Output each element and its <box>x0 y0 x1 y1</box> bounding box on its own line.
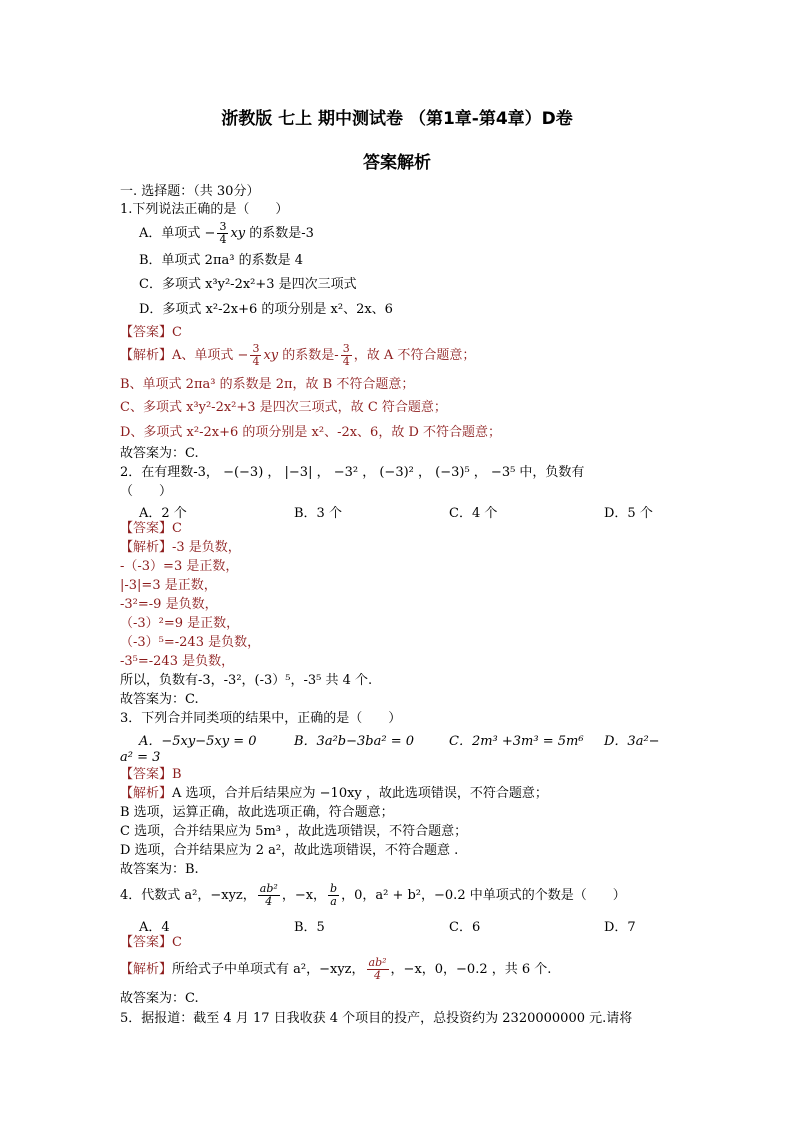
q2-analysis-5: （-3）²=9 是正数， <box>120 616 240 631</box>
q2-answer: 【答案】C <box>120 521 182 536</box>
q2-choice-c: C．4 个 <box>449 506 498 521</box>
section-heading: 一. 选择题：（共 30分） <box>120 184 260 199</box>
document-subtitle: 答案解析 <box>363 153 431 173</box>
q3-stem: 3．下列合并同类项的结果中，正确的是（ ） <box>120 711 402 726</box>
q3-choice-b: B．3a²b−3ba² = 0 <box>294 734 414 749</box>
q2-stem: 2．在有理数-3， −(−3) ， |−3| ， −3² ， (−3)² ， (−3)⁵ ， −3⁵ 中，负数有 <box>120 465 585 480</box>
q3-analysis-1: 【解析】A 选项，合并后结果应为 −10xy ，故此选项错误，不符合题意； <box>120 786 548 801</box>
q2-choice-a: A．2 个 <box>139 506 187 521</box>
q1-analysis-3: C、多项式 x³y²-2x²+3 是四次三项式，故 C 符合题意； <box>120 400 447 415</box>
q3-choice-d: D．3a²− <box>604 734 660 749</box>
q4-choice-d: D．7 <box>604 920 636 935</box>
q3-answer: 【答案】B <box>120 767 182 782</box>
q1-option-c: C．多项式 x³y²-2x²+3 是四次三项式 <box>139 277 357 292</box>
q2-choice-d: D．5 个 <box>604 506 653 521</box>
q2-choice-b: B．3 个 <box>294 506 342 521</box>
q2-analysis-3: |-3|=3 是正数， <box>120 578 217 593</box>
q2-stem-bracket: （ ） <box>120 484 173 499</box>
q4-choice-a: A．4 <box>139 920 170 935</box>
document-title: 浙教版 七上 期中测试卷 （第1章-第4章）D卷 <box>221 109 573 129</box>
q1-option-b: B．单项式 2πa³ 的系数是 4 <box>139 253 303 268</box>
q1-analysis-1: 【解析】A、单项式 − $\frac{3}{4}$ xy 的系数是- $\frac{3}{4}$ ，故 A 不符合题意； <box>120 342 476 368</box>
q3-analysis-2: B 选项，运算正确，故此选项正确，符合题意； <box>120 805 394 820</box>
q1-option-d: D．多项式 x²-2x+6 的项分别是 x²、2x、6 <box>139 302 393 317</box>
q3-choice-a: A．−5xy−5xy = 0 <box>139 734 257 749</box>
q3-choice-d-cont: a² = 3 <box>120 750 161 765</box>
q1-conclusion: 故答案为：C. <box>120 446 199 461</box>
q1-stem: 1.下列说法正确的是（ ） <box>120 202 289 217</box>
q3-analysis-4: D 选项，合并结果应为 2 a²，故此选项错误，不符合题意 . <box>120 843 459 858</box>
q2-analysis-7: -3⁵=-243 是负数， <box>120 654 235 669</box>
q4-answer: 【答案】C <box>120 935 182 950</box>
q3-analysis-3: C 选项，合并结果应为 5m³ ，故此选项错误，不符合题意； <box>120 824 468 839</box>
q3-conclusion: 故答案为：B. <box>120 862 199 877</box>
q2-analysis-8: 所以，负数有-3，-3²，(-3）⁵，-3⁵ 共 4 个. <box>120 673 373 688</box>
q2-analysis-6: （-3）⁵=-243 是负数， <box>120 635 261 650</box>
q4-choice-c: C．6 <box>449 920 481 935</box>
q2-analysis-4: -3²=-9 是负数， <box>120 597 218 612</box>
q2-conclusion: 故答案为：C. <box>120 692 199 707</box>
q4-conclusion: 故答案为：C. <box>120 991 199 1006</box>
q4-analysis: 【解析】所给式子中单项式有 a²，−xyz， $\frac{\text{ab²}}{4}$ ，−x，0，−0.2 ，共 6 个. <box>120 956 552 982</box>
q5-stem: 5．据报道：截至 4 月 17 日我收获 4 个项目的投产，总投资约为 2320000000 元.请将 <box>120 1011 633 1026</box>
q2-analysis-2: -（-3）=3 是正数， <box>120 559 239 574</box>
q4-choice-b: B．5 <box>294 920 325 935</box>
q3-choice-c: C．2m³ +3m³ = 5m⁶ <box>449 734 584 749</box>
q4-stem: 4．代数式 a²，−xyz， $\frac{\text{ab²}}{4}$ ，−x， $\frac{b}{a}$ ，0，a² + b²，−0.2 中单项式的个数是（ ） <box>120 882 626 908</box>
q2-analysis-1: 【解析】-3 是负数， <box>120 540 241 555</box>
q1-option-a: A．单项式 − $\frac{3}{4}$ xy 的系数是-3 <box>139 220 314 246</box>
q1-analysis-2: B、单项式 2πa³ 的系数是 2π，故 B 不符合题意； <box>120 377 415 392</box>
q1-a-fraction: $\frac{3}{4}$ <box>219 220 227 246</box>
q1-answer: 【答案】C <box>120 325 182 340</box>
q1-analysis-4: D、多项式 x²-2x+6 的项分别是 x²、-2x、6，故 D 不符合题意； <box>120 425 502 440</box>
